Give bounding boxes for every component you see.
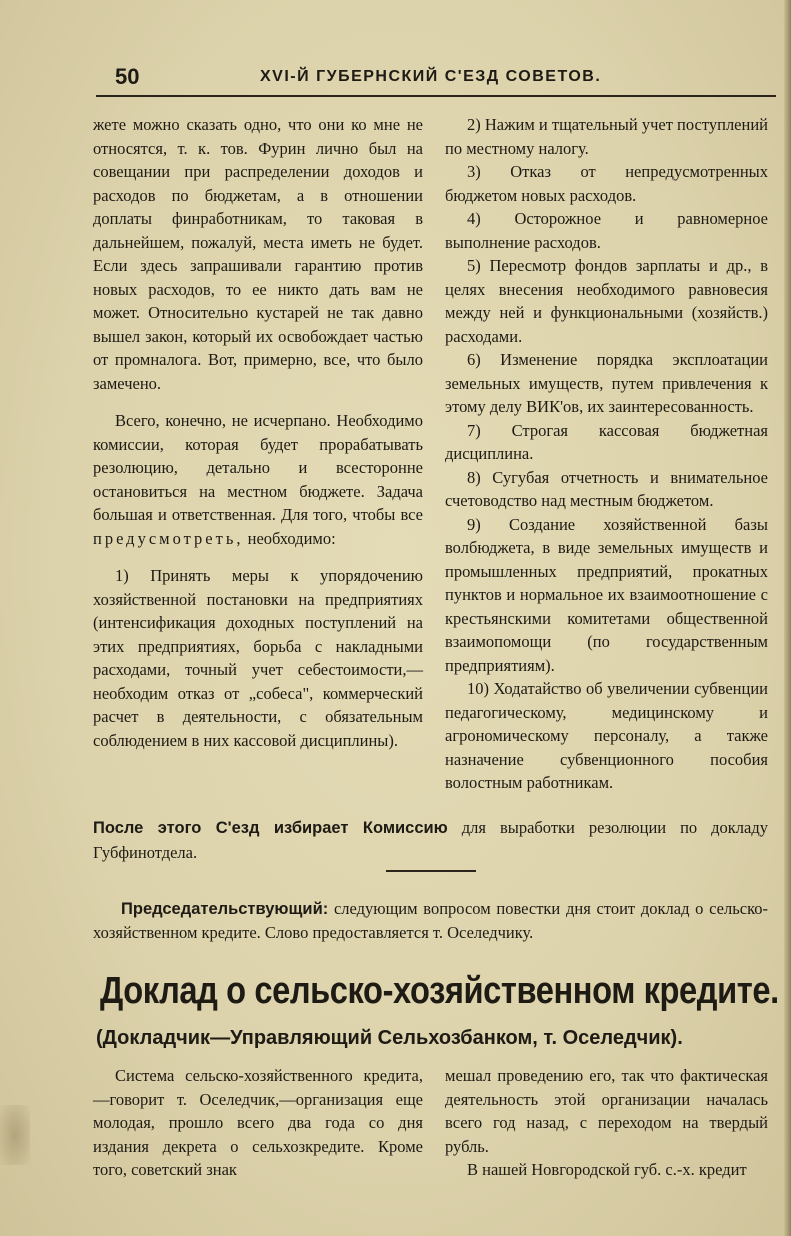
header-rule <box>96 95 776 97</box>
left-paragraph-1: жете можно сказать одно, что они ко мне не относятся, т. к. тов. Фурин лично был на совещании при распределении доходов и расходов по бюджетам, а в отношении доплаты финработникам, то таковая в дальнейшем, пожалуй, места иметь не будет. Если здесь запрашивали гарантию против новых расходов, то ее никто дать вам не может. Относительно кустарей не так давно вышел закон, который их освобождает частью от промналога. Вот, примерно, все, что было замечено. <box>93 115 423 393</box>
report-paragraph-1: Система сельско-хозяйственного кредита,—говорит т. Оселедчик,—организация еще молодая, прошло всего два года со дня издания декрета о сельхозкредите. Кроме того, советский знак <box>93 1066 423 1179</box>
list-item-9: 9) Создание хозяйственной базы волбюджета, в виде земельных имуществ и промышленных предприятий, прокатных пунктов и нормальное их взаимоотношение с крестьянскими комитетами общественной взаимопомощи (по государственным предприятиям). <box>445 514 768 675</box>
report-paragraph-2: В нашей Новгородской губ. с.-х. кредит <box>467 1160 747 1179</box>
running-title: XVI-Й ГУБЕРНСКИЙ С'ЕЗД СОВЕТОВ. <box>260 68 602 85</box>
page-number: 50 <box>115 64 140 89</box>
bottom-left-column <box>93 1064 423 1182</box>
list-item-2: 2) Нажим и тщательный учет поступлений по местному налогу. <box>445 115 768 158</box>
list-item-8: 8) Сугубая отчетность и внимательное счетоводство над местным бюджетом. <box>445 467 768 510</box>
list-item-6: 6) Изменение порядка эксплоатации земельных имуществ, путем привлечения к этому делу ВИК'ов, их заинтересованность. <box>445 350 768 416</box>
bottom-right-column <box>445 1064 768 1182</box>
commission-rest: для выработки резолюции по докладу Губфинотдела. <box>93 818 769 862</box>
left-paragraph-2-text: Всего, конечно, не исчерпано. Необходимо комиссии, которая будет прорабатывать резолюцию, детально и всесторонне остановиться на местном бюджете. Задача большая и ответственная. Для того, чтобы все <box>93 411 423 524</box>
section-divider <box>386 870 476 872</box>
list-item-3: 3) Отказ от непредусмотренных бюджетом новых расходов. <box>445 162 768 205</box>
page-edge-shadow <box>784 0 791 1236</box>
left-column <box>93 113 423 752</box>
chair-text: следующим вопросом повестки дня стоит доклад о сельско-хозяйственном кредите. Слово предоставляется т. Оселедчику. <box>93 899 769 942</box>
list-item-4: 4) Осторожное и равномерное выполнение расходов. <box>445 209 768 252</box>
list-item-10: 10) Ходатайство об увеличении субвенции педагогическому, медицинскому и агрономическому персоналу, а также назначение субвенционного пособия волостным работникам. <box>445 679 768 792</box>
list-item-5: 5) Пересмотр фондов зарплаты и др., в целях внесения необходимого равновесия между ней и функциональными (хозяйств.) расходами. <box>445 256 768 346</box>
paper-stain <box>0 1105 30 1165</box>
report-paragraph-1-cont: мешал проведению его, так что фактическая деятельность этой организации началась всего год назад, с переходом на твердый рубль. <box>445 1066 768 1156</box>
list-item-1: 1) Принять меры к упорядочению хозяйственной постановки на предприятиях (интенсификация доходных поступлений на этих предприятиях, борьба с накладными расходами, точный учет себестоимости,—необходим отказ от „собеса", коммерческий расчет в деятельности, с обязательным соблюдением в них кассовой дисциплины). <box>93 566 423 750</box>
right-column <box>445 113 768 795</box>
page-header <box>95 64 775 94</box>
speaker-label: Председательствующий: <box>121 900 329 918</box>
list-item-7: 7) Строгая кассовая бюджетная дисциплина. <box>445 420 768 463</box>
report-subtitle: (Докладчик—Управляющий Сельхозбанком, т. Оселедчик). <box>96 1027 683 1049</box>
chair-paragraph <box>93 897 768 945</box>
left-paragraph-2-end: необходимо: <box>247 528 336 548</box>
left-paragraph-2 <box>93 409 423 550</box>
commission-paragraph <box>93 816 768 864</box>
commission-bold: После этого С'езд избирает Комиссию <box>93 819 448 837</box>
report-title: Доклад о сельско-хозяйственном кредите. <box>100 970 779 1012</box>
spaced-word: предусмотреть, <box>93 528 244 548</box>
